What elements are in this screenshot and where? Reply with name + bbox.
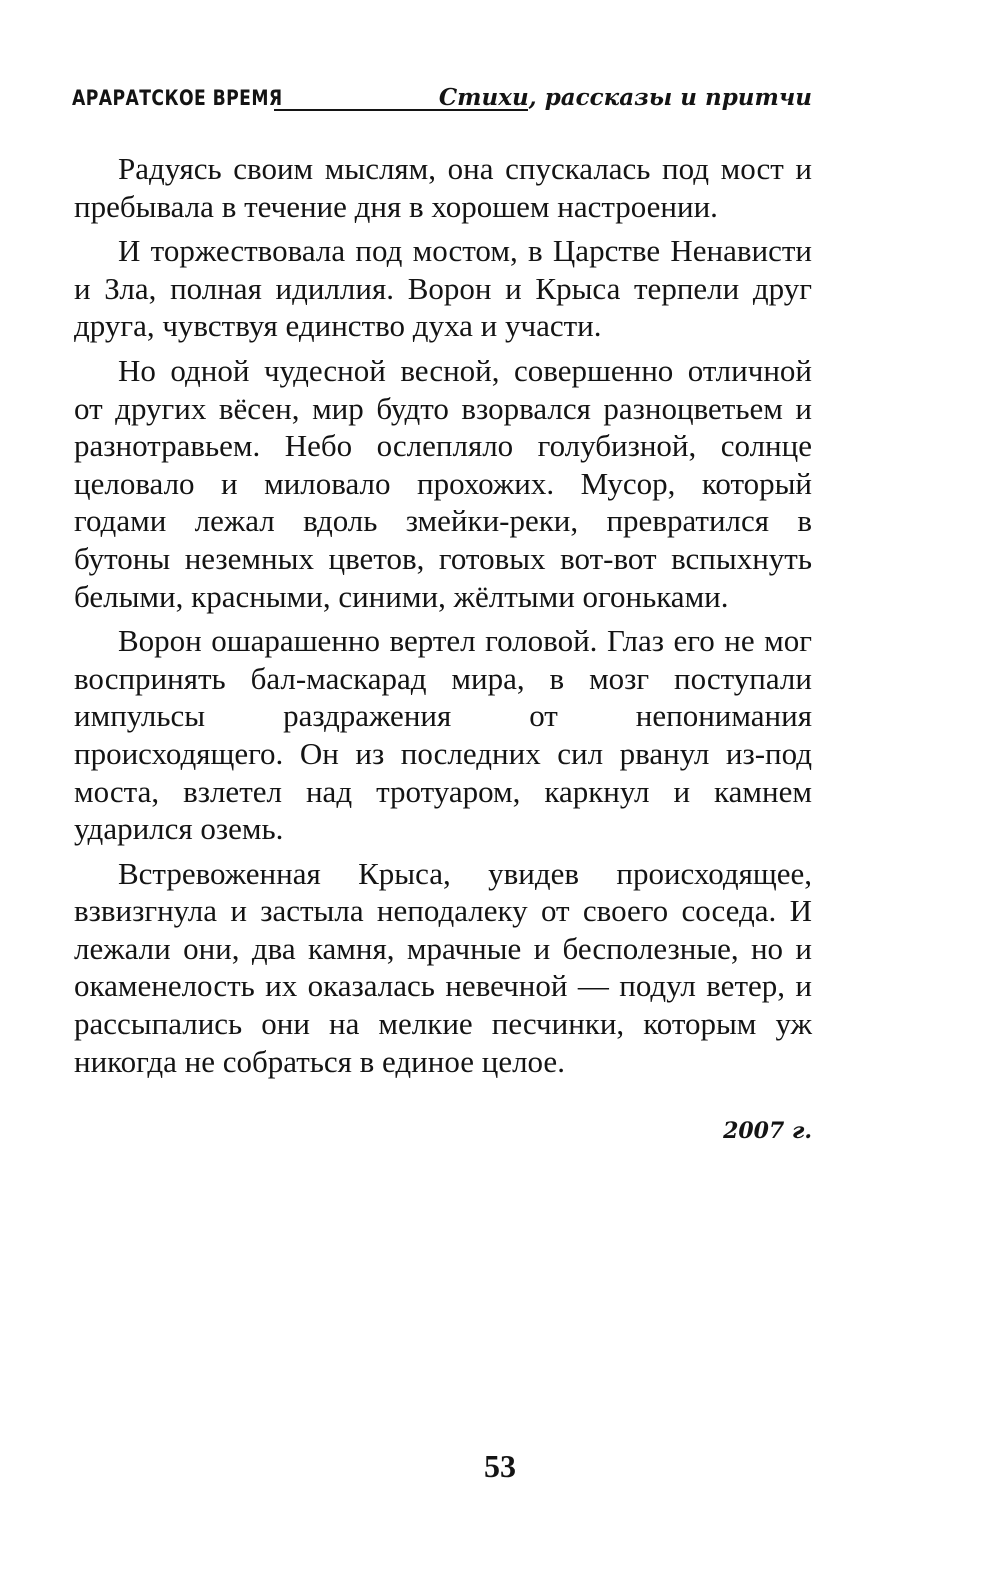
paragraph: Ворон ошарашенно вертел головой. Глаз его не мог воспринять бал-маскарад мира, в мозг поступали импульсы раздражения от непонимания происходящего. Он из последних сил рванул из-под моста, взлетел над тротуаром, каркнул и камнем ударился оземь. — [74, 623, 812, 847]
page-number: 53 — [484, 1448, 516, 1484]
paragraph: И торжествовала под мостом, в Царстве Ненависти и Зла, полная идиллия. Ворон и Крыса терпели друг друга, чувствуя единство духа и участи. — [74, 233, 812, 344]
paragraph: Радуясь своим мыслям, она спускалась под мост и пребывала в течение дня в хорошем настроении. — [74, 151, 812, 224]
paragraph: Но одной чудесной весной, совершенно отличной от других вёсен, мир будто взорвался разноцветьем и разнотравьем. Небо ослепляло голубизной, солнце целовало и миловало прохожих. Мусор, который годами лежал вдоль змейки-реки, превратился в бутоны неземных цветов, готовых вот-вот вспыхнуть белыми, красными, синими, жёлтыми огоньками. — [74, 352, 812, 614]
story-date: 2007 г. — [723, 1118, 812, 1144]
running-header — [72, 82, 812, 122]
book-title: АРАРАТСКОЕ ВРЕМЯ — [72, 86, 283, 110]
paragraph: Встревоженная Крыса, увидев происходящее, взвизгнула и застыла неподалеку от своего соседа. И лежали они, два камня, мрачные и бесполезные, но и окаменелость их оказалась невечной — подул ветер, и рассыпались они на мелкие песчинки, которым уж никогда не собраться в единое целое. — [74, 855, 812, 1079]
body-text — [74, 150, 812, 1087]
section-title: Стихи, рассказы и притчи — [438, 84, 812, 111]
